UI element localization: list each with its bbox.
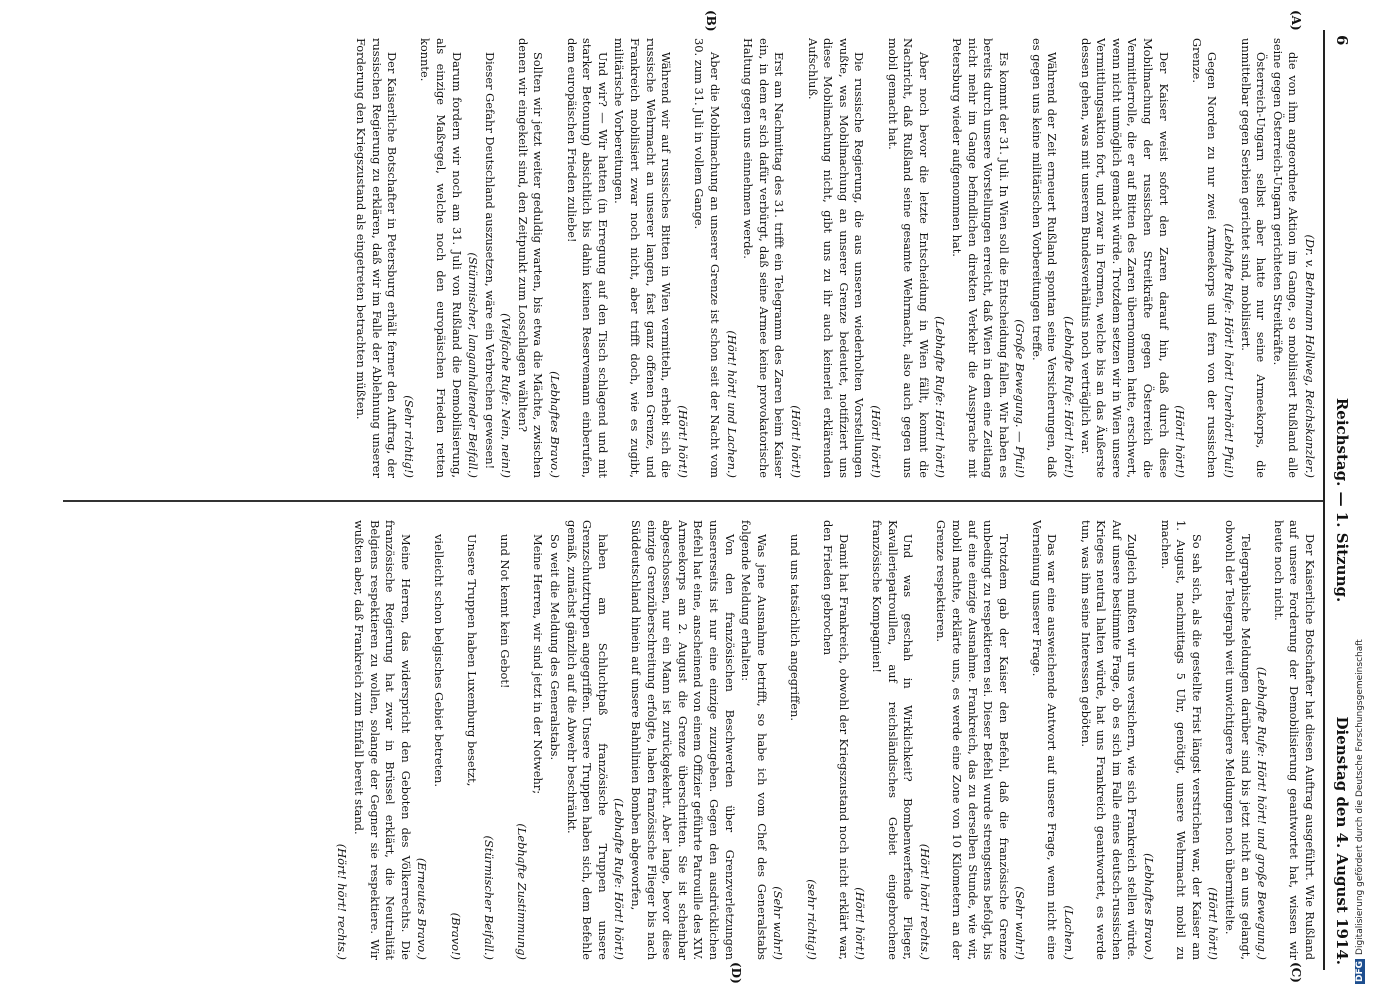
dfg-logo: DFG — [1355, 960, 1365, 982]
interjection: (Lebhafte Zustimmung) — [514, 823, 529, 960]
interjection: (Hört! hört!) — [853, 887, 868, 960]
interjection: (Lachen.) — [1062, 905, 1077, 960]
paragraph: Gegen Norden zu nur zwei Armeekorps und fern von der russischen Grenze. — [1189, 38, 1220, 478]
interjection: (Hört! hört! rechts.) — [917, 843, 932, 960]
margin-marker-d: (D) — [729, 962, 743, 984]
interjection: (Lebhaftes Bravo.) — [548, 371, 563, 478]
interjection: (Hört! hört! und Lachen.) — [724, 330, 739, 478]
paragraph: Damit hat Frankreich, obwohl der Kriegszustand noch nicht erklärt war, den Frieden gebrochen — [821, 520, 851, 960]
interjection: (sehr richtig!) — [804, 879, 819, 960]
digitization-credit — [1355, 0, 1365, 984]
paragraph: vielleicht schon belgisches Gebiet betreten. — [431, 534, 446, 787]
interjection: (Hört! hört!) — [675, 405, 690, 478]
interjection: (Große Bewegung. — Pfui!) — [1013, 319, 1028, 478]
paragraph: Aber die Mobilmachung an unserer Grenze ist schon seit der Nacht vom 30. zum 31. Juli in vollem Gange. — [692, 38, 723, 478]
page-number: 6 — [1333, 35, 1351, 46]
interjection: (Hört! hört!) — [868, 405, 883, 478]
margin-marker-a: (A) — [1289, 10, 1303, 31]
interjection: (Lebhafte Rufe: Hört! hört!) — [1062, 316, 1077, 478]
header-title: Reichstag. — 1. Sitzung. — [1333, 397, 1351, 603]
left-column — [67, 38, 1317, 478]
paragraph: Unsere Truppen haben Luxemburg besetzt, — [465, 534, 480, 787]
paragraph: Telegraphische Meldungen darüber sind bis jetzt nicht an uns gelangt, obwohl der Telegraph weit unwichtigere Meldungen noch übermittelte. — [1223, 520, 1253, 960]
interjection: (Erneutes Bravo.) — [415, 857, 430, 960]
header-date: Dienstag den 4. August 1914. — [1333, 716, 1351, 965]
interjection: (Stürmischer Beifall.) — [481, 835, 496, 960]
margin-marker-b: (B) — [704, 10, 718, 32]
margin-marker-c: (C) — [1289, 962, 1303, 983]
interjection: (Vielfache Rufe: Nein, nein!) — [499, 313, 514, 478]
interjection: (Lebhafte Rufe: Hört! hört! und große Bewegung.) — [1255, 666, 1270, 960]
running-header — [1331, 35, 1353, 965]
interjection: (Stürmischer, langanhaltender Beifall.) — [466, 252, 481, 478]
paragraph: Und was geschah in Wirklichkeit? Bombenwerfende Flieger, Kavalleriepatrouillen, auf reichsländisches Gebiet eingebrochene französische Kompagnien! — [869, 520, 916, 960]
paragraph: Sollten wir jetzt weiter geduldig warten, bis etwa die Mächte, zwischen denen wir eingekeilt sind, den Zeitpunkt zum Losschlagen wählten? — [515, 38, 546, 478]
interjection: (Lebhaftes Bravo.) — [1142, 853, 1157, 960]
interjection: (Dr. v. Bethmann Hollweg, Reichskanzler.) — [1303, 234, 1317, 478]
paragraph: Das war eine ausweichende Antwort auf unsere Frage, wenn nicht eine Verneinung unserer Frage. — [1029, 520, 1060, 960]
interjection: (Hört! hört! rechts.) — [335, 843, 350, 960]
right-column — [67, 520, 1317, 960]
paragraph: Darum fordern wir noch am 31. Juli von Rußland die Demobilisierung, als einzige Maßregel, welche noch den europäischen Frieden retten konnte. — [418, 38, 464, 478]
column-divider — [63, 500, 1323, 502]
paragraph: Meine Herren, wir sind jetzt in der Notwehr; — [531, 534, 546, 795]
paragraph: Dieser Gefahr Deutschland auszusetzen, wäre ein Verbrechen gewesen! — [482, 52, 497, 470]
interjection: (Lebhafte Rufe: Hört! hört!) — [612, 798, 627, 960]
interjection: (Sehr richtig!) — [401, 395, 416, 478]
paragraph: Der Kaiser weist sofort den Zaren darauf hin, daß durch diese Mobilmachung der russischen Streitkräfte gegen Österreich die Vermittlerrolle, die er auf Bitten des Zaren übernommen hatte, erschwert, wenn nicht unmöglich gemacht würde. Trotzdem setzen wir in Wien unsere Vermittlungsaktion fort, und zwar in Formen, welche bis an das Äußerste dessen gehen, was mit unserem Bundesverhältnis noch verträglich war. — [1078, 38, 1171, 478]
paragraph: Trotzdem gab der Kaiser den Befehl, daß die französische Grenze unbedingt zu respektieren sei. Dieser Befehl wurde strengstens befolgt, bis auf eine einzige Ausnahme. Frankreich, das zu derselben Stunde, wie wir, mobil machte, erklärte uns, es werde eine Zone von 10 Kilometern an der Grenze respektieren. — [934, 520, 1011, 960]
header-rule — [1324, 30, 1326, 970]
paragraph: Es kommt der 31. Juli. In Wien soll die Entscheidung fallen. Wir haben es bereits durch unsere Vorstellungen erreicht, daß Wien in dem eine Zeitlang nicht mehr im Gange befindlichen direkten Verkehr die Aussprache mit Petersburg wieder aufgenommen hat. — [949, 38, 1011, 478]
interjection: (Hört! hört!) — [1206, 887, 1221, 960]
paragraph: und Not kennt kein Gebot! — [498, 534, 513, 689]
paragraph: Was jene Ausnahme betrifft, so habe ich vom Chef des Generalstabs folgende Meldung erhalten: — [739, 520, 769, 960]
paragraph: Die russische Regierung, die aus unseren wiederholten Vorstellungen wußte, was Mobilmachung an unserer Grenze bedeutet, notifiziert uns diese Mobilmachung nicht, gibt uns zu ihr auch keinerlei erklärenden Aufschluß. — [805, 38, 867, 478]
paragraph: Der Kaiserliche Botschafter hat diesen Auftrag ausgeführt. Wie Rußland auf unsere Forderung der Demobilisierung geantwortet hat, wissen wir heute noch nicht. — [1271, 520, 1317, 960]
paragraph: Von den französischen Beschwerden über Grenzverletzungen unsererseits ist nur eine einzige zuzugeben. Gegen den ausdrücklichen Befehl hat eine, anscheinend von einem Offizier geführte Patrouille des XIV. Armeekorps am 2. August die Grenze überschritten. Sie ist scheinbar abgeschossen, nur ein Mann ist zurückgekehrt. Aber lange, bevor diese einzige Grenzüberschreitung erfolgte, haben französische Flieger bis nach Süddeutschland hinein auf unsere Bahnlinien Bomben abgeworfen, — [629, 520, 737, 960]
paragraph: Der Kaiserliche Botschafter in Petersburg erhält ferner den Auftrag, der russischen Regierung zu erklären, daß wir im Falle der Ablehnung unserer Forderung den Kriegszustand als eingetreten betrachten müßten. — [353, 38, 400, 478]
interjection: (Bravo!) — [448, 912, 463, 960]
interjection: (Sehr wahr!) — [771, 886, 786, 960]
interjection: (Hört! hört!) — [789, 405, 803, 478]
paragraph: und uns tatsächlich angegriffen. — [788, 534, 802, 721]
paragraph: So weit die Meldung des Generalstabs. — [548, 534, 563, 761]
interjection: (Lebhafte Rufe: Hört! hört! Unerhört! Pfui!) — [1222, 223, 1237, 478]
paragraph: Österreich-Ungarn selbst aber hatte nur seine Armeekorps, die unmittelbar gegen Serbien gerichtet sind, mobilisiert. — [1238, 38, 1269, 478]
credit-text: Digitalisierung gefördert durch die Deutsche Forschungsgemeinschaft — [1355, 639, 1365, 955]
paragraph: Und wir? — Wir hatten (in Erregung auf den Tisch schlagend und mit starker Betonung) absichtlich bis dahin keinen Reservemann einberufen, dem europäischen Frieden zuliebe! — [564, 38, 610, 478]
paragraph: Während wir auf russisches Bitten in Wien vermitteln, erhebt sich die russische Wehrmacht an unserer langen, fast ganz offenen Grenze, und Frankreich mobilisiert zwar noch nicht, aber trifft doch, wie es zugibt, militärische Vorbereitungen. — [612, 38, 674, 478]
paragraph: haben am Schluchtpaß französische Truppen unsere Grenzschutztruppen angegriffen. Unsere Truppen haben sich, dem Befehle gemäß, zunächst gänzlich auf die Abwehr beschränkt. — [564, 520, 610, 960]
paragraph: die von ihm angeordnete Aktion im Gange, so mobilisiert Rußland alle seine gegen Österreich-Ungarn gerichteten Streitkräfte. — [1270, 38, 1301, 478]
interjection: (Lebhafte Rufe: Hört! hört!) — [933, 316, 948, 478]
paragraph: Zugleich mußten wir uns versichern, wie sich Frankreich stellen würde. Auf unsere bestimmte Frage, ob es sich im Falle eines deutsch-russischen Krieges neutral halten würde, hat uns Frankreich geantwortet, es werde tun, was ihm seine Interessen geböten. — [1078, 520, 1140, 960]
paragraph: Während der Zeit erneuert Rußland spontan seine Versicherungen, daß es gegen uns keine militärischen Vorbereitungen treffe. — [1029, 38, 1060, 478]
paragraph: Meine Herren, das widerspricht den Geboten des Völkerrechts. Die französische Regierung hat zwar in Brüssel erklärt, die Neutralität Belgiens respektieren zu wollen, solange der Gegner sie respektiere. Wir wußten aber, daß Frankreich zum Einfall bereit stand. — [351, 520, 413, 960]
interjection: (Hört! hört!) — [1173, 405, 1188, 478]
interjection: (Sehr wahr!) — [1013, 886, 1028, 960]
paragraph: Aber noch bevor die letzte Entscheidung in Wien fällt, kommt die Nachricht, daß Rußland seine gesamte Wehrmacht, also auch gegen uns mobil gemacht hat. — [885, 38, 931, 478]
paragraph: Erst am Nachmittag des 31. trifft ein Telegramm des Zaren beim Kaiser ein, in dem er sich dafür verbürgt, daß seine Armee keine provokatorische Haltung gegen uns einnehmen werde. — [741, 38, 787, 478]
paragraph: So sah sich, als die gestellte Frist längst verstrichen war, der Kaiser am 1. August, nachmittags 5 Uhr, genötigt, unsere Wehrmacht mobil zu machen. — [1158, 520, 1204, 960]
